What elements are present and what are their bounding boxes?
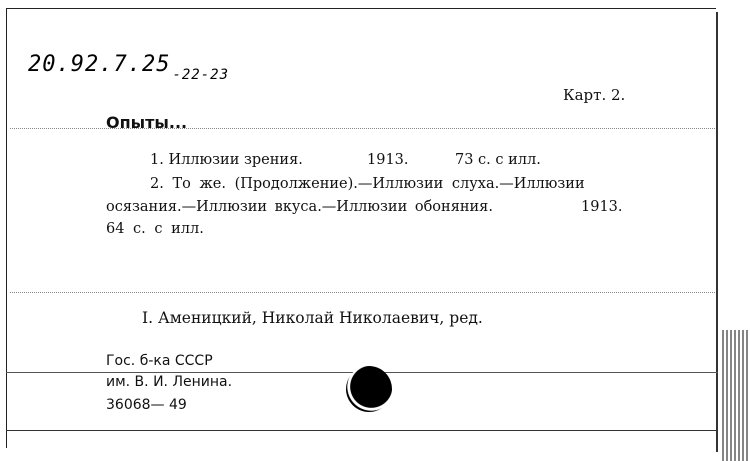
entry-1-pages: 73 с. с илл. bbox=[455, 152, 541, 168]
punch-hole bbox=[346, 366, 392, 412]
entry-2-line-2: осязания.—Иллюзии вкуса.—Иллюзии обоняния. bbox=[106, 199, 493, 215]
card-right-edge bbox=[716, 12, 718, 452]
library-stamp-line-2: им. В. И. Ленина. bbox=[106, 374, 233, 390]
call-number bbox=[28, 52, 230, 83]
entry-1-title: 1. Иллюзии зрения. bbox=[150, 152, 303, 168]
card-left-edge bbox=[6, 8, 7, 448]
dotted-rule bbox=[10, 292, 715, 293]
scan-shadow bbox=[722, 330, 750, 461]
entry-2-line-1: 2. То же. (Продолжение).—Иллюзии слуха.—Иллюзии bbox=[150, 176, 585, 192]
card-top-edge bbox=[6, 8, 716, 9]
library-stamp-line-3: 36068— 49 bbox=[106, 397, 187, 413]
editor-tracing: I. Аменицкий, Николай Николаевич, ред. bbox=[142, 309, 483, 327]
horizontal-rule bbox=[6, 430, 718, 431]
entry-2-pages: 64 с. с илл. bbox=[106, 221, 204, 237]
card-heading: Опыты... bbox=[106, 113, 188, 132]
card-number: Карт. 2. bbox=[563, 86, 626, 104]
entry-1-year: 1913. bbox=[367, 152, 409, 168]
entry-2-year: 1913. bbox=[581, 199, 623, 215]
call-number-suffix: -22-23 bbox=[172, 67, 230, 83]
call-number-main: 20.92.7.25 bbox=[28, 52, 171, 77]
library-stamp-line-1: Гос. б-ка СССР bbox=[106, 353, 213, 369]
